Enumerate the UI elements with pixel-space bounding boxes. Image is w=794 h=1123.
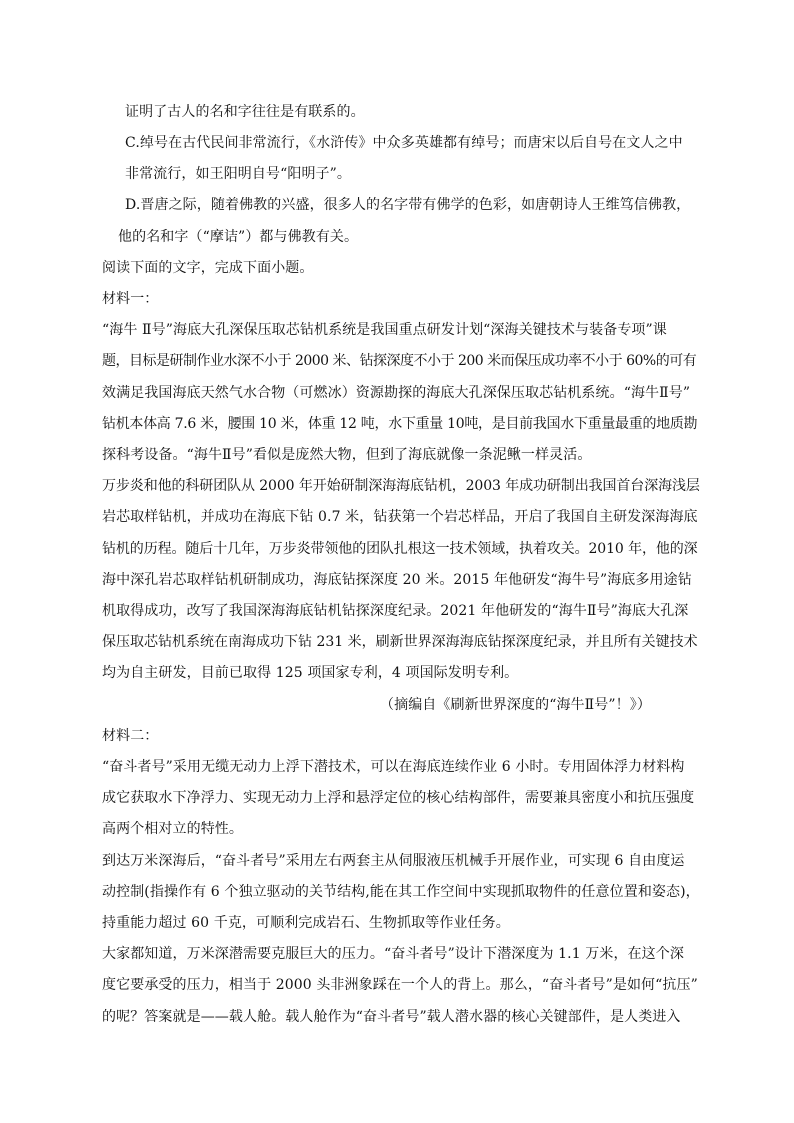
material-1-heading: 材料一： — [102, 291, 159, 307]
option-d-line: D.晋唐之际，随着佛教的兴盛，很多人的名字带有佛学的色彩，如唐朝诗人王维笃信佛教， — [125, 197, 691, 213]
material-1-source: （摘编自《刷新世界深度的“海牛Ⅱ号”！》） — [380, 697, 651, 713]
material-1-text-line: 万步炎和他的科研团队从 2000 年开始研制深海海底钻机，2003 年成功研制出我国首台深海浅层 — [102, 478, 700, 494]
material-2-heading: 材料二： — [102, 728, 159, 744]
material-1-text-line: 探科考设备。“海牛Ⅱ号”看似是庞然大物，但到了海底就像一条泥鳅一样灵活。 — [102, 447, 592, 463]
option-b-continuation: 证明了古人的名和字往往是有联系的。 — [125, 104, 365, 120]
material-2-text-line: 持重能力超过 60 千克，可顺利完成岩石、生物抓取等作业任务。 — [102, 915, 510, 931]
material-1-text-line: 钻机本体高 7.6 米，腰围 10 米，体重 12 吨，水下重量 10吨，是目前我国水下重量最重的地质勘 — [102, 416, 698, 432]
material-1-text-line: 钻机的历程。随后十几年，万步炎带领他的团队扎根这一技术领域，执着攻关。2010 年，他的深 — [102, 541, 698, 557]
option-c-line: C.绰号在古代民间非常流行，《水浒传》中众多英雄都有绰号；而唐宋以后自号在文人之中 — [125, 135, 683, 151]
material-2-text-line: 大家都知道，万米深潜需要克服巨大的压力。“奋斗者号”设计下潜深度为 1.1 万米，在这个深 — [102, 946, 684, 962]
material-1-text-line: 海中深孔岩芯取样钻机研制成功，海底钻探深度 20 米。2015 年他研发“海牛号”海底多用途钻 — [102, 572, 692, 588]
material-1-text-line: 均为自主研发，目前已取得 125 项国家专利，4 项国际发明专利。 — [102, 665, 519, 681]
option-c-line: 非常流行，如王阳明自号“阳明子”。 — [125, 166, 352, 182]
material-1-text-line: “海牛 Ⅱ号”海底大孔深保压取芯钻机系统是我国重点研发计划“深海关键技术与装备专项”课 — [102, 322, 667, 338]
material-1-text-line: 机取得成功，改写了我国深海海底钻机钻探深度纪录。2021 年他研发的“海牛Ⅱ号”海底大孔深 — [102, 603, 689, 619]
material-2-text-line: “奋斗者号”采用无缆无动力上浮下潜技术，可以在海底连续作业 6 小时。专用固体浮力材料构 — [102, 759, 685, 775]
material-2-text-line: 成它获取水下净浮力、实现无动力上浮和悬浮定位的核心结构部件，需要兼具密度小和抗压强度 — [102, 790, 695, 806]
material-1-text-line: 保压取芯钻机系统在南海成功下钻 231 米，刷新世界深海海底钻探深度纪录，并且所有关键技术 — [102, 634, 698, 650]
material-2-text-line: 的呢？答案就是——载人舱。载人舱作为“奋斗者号”载人潜水器的核心关键部件，是人类进入 — [102, 1009, 681, 1025]
material-2-text-line: 动控制(指操作有 6 个独立驱动的关节结构,能在其工作空间中实现抓取物件的任意位置和姿态)， — [102, 884, 700, 900]
material-2-text-line: 度它要承受的压力，相当于 2000 头非洲象踩在一个人的背上。那么，“奋斗者号”是如何“抗压” — [102, 977, 698, 993]
material-1-text-line: 效满足我国海底天然气水合物（可燃冰）资源勘探的海底大孔深保压取芯钻机系统。“海牛Ⅱ号” — [102, 385, 691, 401]
material-2-text-line: 到达万米深海后，“奋斗者号”采用左右两套主从伺服液压机械手开展作业，可实现 6 自由度运 — [102, 853, 685, 869]
material-1-text-line: 题，目标是研制作业水深不小于 2000 米、钻探深度不小于 200 米而保压成功率不小于 60%的可有 — [102, 353, 697, 369]
reading-instruction: 阅读下面的文字，完成下面小题。 — [102, 260, 314, 276]
material-2-text-line: 高两个相对立的特性。 — [102, 821, 243, 837]
material-1-text-line: 岩芯取样钻机，并成功在海底下钻 0.7 米，钻获第一个岩芯样品，开启了我国自主研发深海海底 — [102, 509, 698, 525]
option-d-line: 他的名和字（“摩诘”）都与佛教有关。 — [118, 229, 359, 245]
